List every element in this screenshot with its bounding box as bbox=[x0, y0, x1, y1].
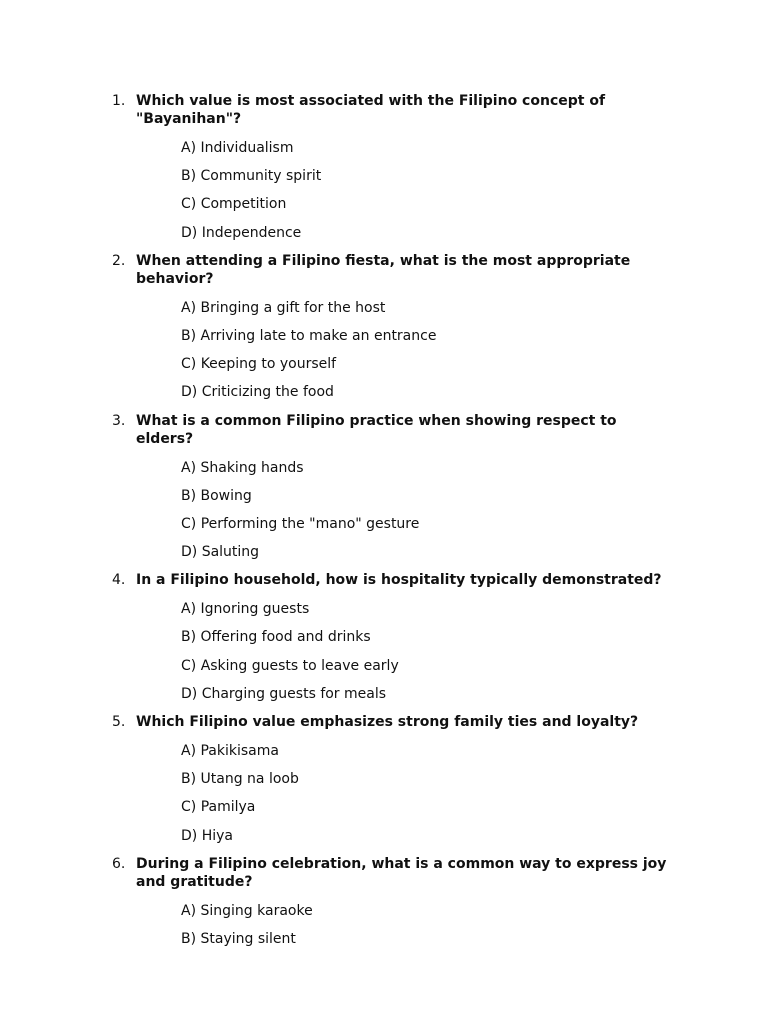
question-block bbox=[0, 713, 768, 845]
choice-list bbox=[0, 459, 768, 562]
question-number: 6. bbox=[112, 855, 126, 872]
answer-choice: C) Asking guests to leave early bbox=[181, 657, 399, 674]
choice-list bbox=[0, 139, 768, 242]
answer-choice: D) Saluting bbox=[181, 544, 260, 561]
answer-choice: C) Pamilya bbox=[181, 799, 256, 816]
answer-choice: A) Ignoring guests bbox=[181, 601, 310, 618]
answer-choice: A) Singing karaoke bbox=[181, 902, 313, 919]
answer-choice: C) Keeping to yourself bbox=[181, 356, 337, 373]
answer-choice: B) Offering food and drinks bbox=[181, 629, 371, 646]
question-number: 4. bbox=[112, 572, 126, 589]
answer-choice: A) Individualism bbox=[181, 140, 294, 156]
choice-list bbox=[0, 742, 768, 845]
answer-choice: B) Staying silent bbox=[181, 930, 296, 947]
answer-choice: A) Shaking hands bbox=[181, 459, 304, 476]
question-block bbox=[0, 412, 768, 562]
question-text: Which value is most associated with the Filipino concept of "Bayanihan"? bbox=[136, 93, 606, 127]
quiz-document bbox=[0, 92, 768, 958]
question-text: When attending a Filipino fiesta, what is the most appropriate behavior? bbox=[136, 252, 631, 287]
question-block bbox=[0, 571, 768, 703]
question-block bbox=[0, 92, 768, 242]
question-number: 1. bbox=[112, 93, 126, 109]
answer-choice: A) Bringing a gift for the host bbox=[181, 299, 386, 316]
choice-list bbox=[0, 299, 768, 402]
question-text: What is a common Filipino practice when showing respect to elders? bbox=[136, 412, 617, 447]
choice-list bbox=[0, 902, 768, 948]
question-text: During a Filipino celebration, what is a common way to express joy and gratitude? bbox=[136, 855, 667, 890]
question-text: In a Filipino household, how is hospitality typically demonstrated? bbox=[136, 572, 662, 589]
answer-choice: D) Independence bbox=[181, 224, 302, 241]
answer-choice: A) Pakikisama bbox=[181, 743, 279, 759]
question-text: Which Filipino value emphasizes strong family ties and loyalty? bbox=[136, 714, 639, 730]
answer-choice: D) Hiya bbox=[181, 827, 233, 844]
question-number: 2. bbox=[112, 252, 126, 269]
answer-choice: B) Arriving late to make an entrance bbox=[181, 327, 437, 344]
answer-choice: D) Charging guests for meals bbox=[181, 685, 387, 702]
question-block bbox=[0, 855, 768, 948]
answer-choice: D) Criticizing the food bbox=[181, 384, 334, 401]
choice-list bbox=[0, 600, 768, 703]
question-number: 5. bbox=[112, 714, 126, 730]
answer-choice: B) Bowing bbox=[181, 487, 252, 504]
question-number: 3. bbox=[112, 412, 126, 429]
answer-choice: C) Performing the "mano" gesture bbox=[181, 515, 420, 532]
answer-choice: B) Community spirit bbox=[181, 168, 322, 185]
answer-choice: B) Utang na loob bbox=[181, 771, 299, 788]
question-block bbox=[0, 252, 768, 402]
answer-choice: C) Competition bbox=[181, 196, 287, 213]
